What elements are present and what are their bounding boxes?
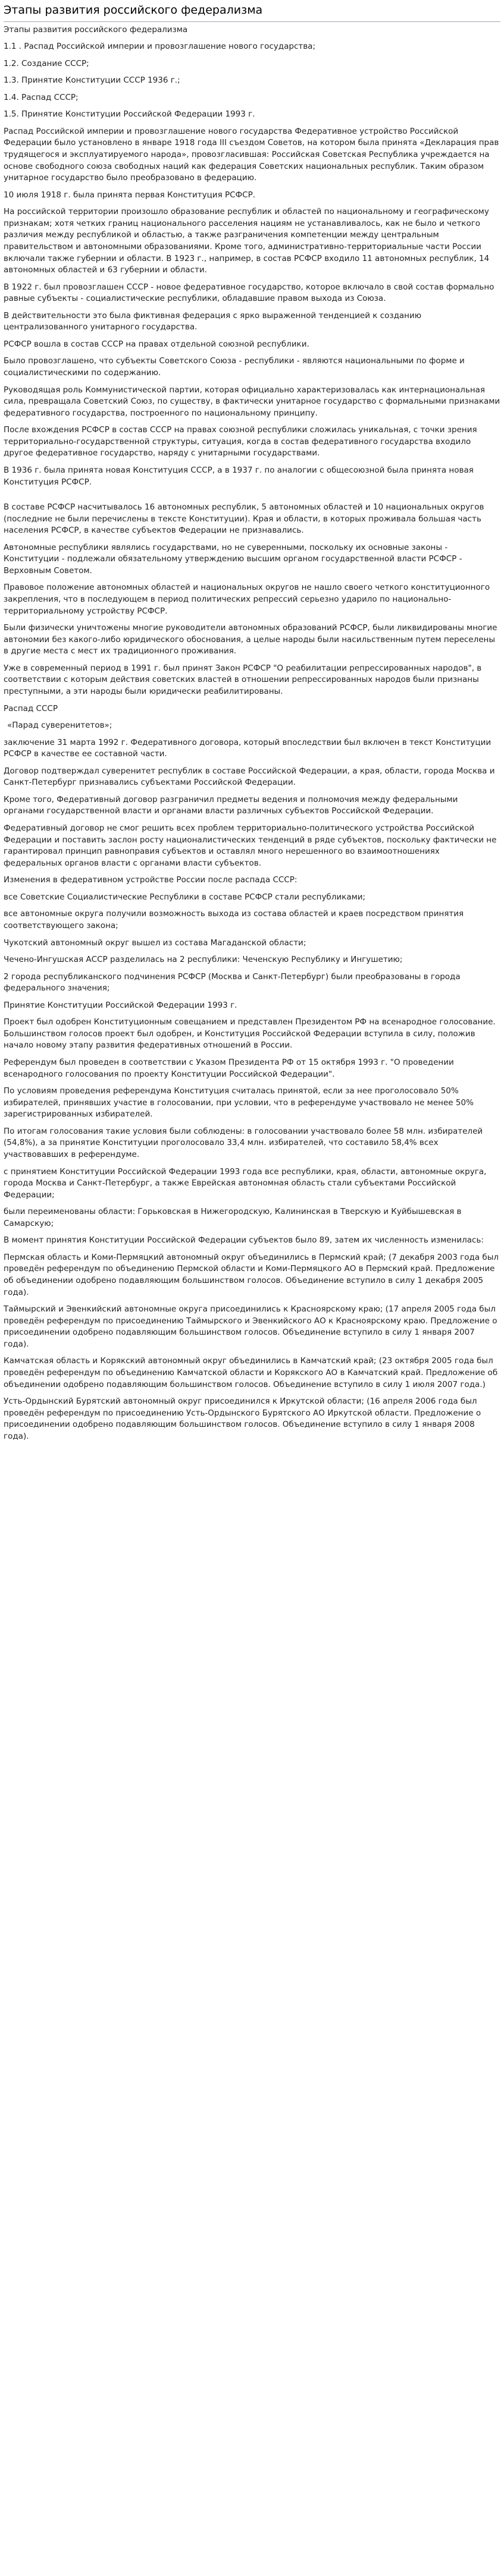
paragraph: Чукотский автономный округ вышел из состава Магаданской области;: [4, 938, 306, 948]
paragraph: все автономные округа получили возможность выхода из состава областей и краев посредством принятия соответствующего закона;: [4, 909, 464, 930]
paragraph: Изменения в федеративном устройстве России после распада СССР:: [4, 875, 298, 885]
paragraph: Таймырский и Эвенкийский автономные округа присоединились к Красноярскому краю; (17 апреля 2005 года был проведён референдум по присоединению Таймырского и Эвенкийского АО к Красноярскому краю. Предложение о присоединении одобрено подавляющим большинством голосов. Объединение вступило в силу 1 января 2007 года).: [4, 1304, 497, 1349]
paragraph: В 1922 г. был провозглашен СССР - новое федеративное государство, которое включало в свой состав формально равные субъекты - социалистические республики, обладавшие правом выхода из Союза.: [4, 282, 494, 304]
paragraph: Федеративный договор не смог решить всех проблем территориально-политического устройства Российской Федерации и поставить заслон росту националистических тенденций в ряде субъектов, поскольку фактически не гарантировал принцип равноправия субъектов и оставлял много нерешенного во взаимоотношениях федеральных органов власти с органами власти субъектов.: [4, 823, 497, 868]
paragraph: Были физически уничтожены многие руководители автономных образований РСФСР, были ликвидированы многие автономии без какого-либо юридического обоснования, а целые народы были насильственным путем переселены в другие места с мест их традиционного проживания.: [4, 623, 497, 656]
paragraph: Правовое положение автономных областей и национальных округов не нашло своего четкого конституционного закрепления, что в последующем в период политических репрессий серьезно ударило по национально-территориальному устройству РСФСР.: [4, 583, 490, 616]
paragraph: В момент принятия Конституции Российской Федерации субъектов было 89, затем их численность изменилась:: [4, 1235, 484, 1245]
paragraph: Принятие Конституции Российской Федерации 1993 г.: [4, 1000, 237, 1010]
paragraph: В 1936 г. была принята новая Конституция СССР, а в 1937 г. по аналогии с общесоюзной была принята новая Конституция РСФСР.: [4, 465, 474, 487]
document-body: [4, 24, 500, 1443]
paragraph: Усть-Ордынский Бурятский автономный округ присоединился к Иркутской области; (16 апреля 2006 года был проведён референдум по присоединению Усть-Ордынского Бурятского АО Иркутской области. Предложение о присоединении одобрено подавляющим большинством голосов. Объединение вступило в силу 1 января 2008 года).: [4, 1396, 481, 1441]
paragraph: Пермская область и Коми-Пермяцкий автономный округ объединились в Пермский край; (7 декабря 2003 года был проведён референдум по объединению Пермской области и Коми-Пермяцкого АО в Пермский край. Предложение об объединении одобрено подавляющим большинством голосов. Объединение вступило в силу 1 декабря 2005 года).: [4, 1252, 499, 1297]
paragraph: В составе РСФСР насчитывалось 16 автономных республик, 5 автономных областей и 10 национальных округов (последние не были перечислены в тексте Конституции). Края и области, в которых проживала большая часть населения РСФСР, в качестве субъектов Федерации не признавались.: [4, 502, 484, 536]
paragraph: заключение 31 марта 1992 г. Федеративного договора, который впоследствии был включен в текст Конституции РСФСР в качестве ее составной части.: [4, 737, 492, 759]
paragraph: с принятием Конституции Российской Федерации 1993 года все республики, края, области, автономные округа, города Москва и Санкт-Петербург, а также Еврейская автономная область стали субъектами Российской Федерации;: [4, 1166, 487, 1200]
paragraph: После вхождения РСФСР в состав СССР на правах союзной республики сложилась уникальная, с точки зрения территориально-государственной структуры, ситуация, когда в состав федеративного государства входило другое федеративное государство, наряду с унитарными государствами.: [4, 425, 477, 458]
paragraph: 10 июля 1918 г. была принята первая Конституция РСФСР.: [4, 190, 256, 200]
paragraph: Договор подтверждал суверенитет республик в составе Российской Федерации, а края, области, города Москва и Санкт-Петербург признавались субъектами Российской Федерации.: [4, 766, 495, 788]
paragraph: Было провозглашено, что субъекты Советского Союза - республики - являются национальными по форме и социалистическими по содержанию.: [4, 356, 465, 378]
paragraph: Камчатская область и Корякский автономный округ объединились в Камчатский край; (23 октября 2005 года был проведён референдум по объединению Камчатской области и Корякского АО в Камчатский край. Предложение об объединении одобрено подавляющим большинством голосов. Объединение вступило в силу 1 июля 2007 года.): [4, 1356, 498, 1389]
page-title: Этапы развития российского федерализма: [4, 1, 500, 22]
paragraph: Распад СССР: [4, 703, 58, 713]
paragraph: Уже в современный период в 1991 г. был принят Закон РСФСР "О реабилитации репрессированных народов", в соответствии с которым действия советских властей в отношении репрессированных народов были признаны преступными, а эти народы были юридически реабилитированы.: [4, 663, 482, 696]
paragraph: были переименованы области: Горьковская в Нижегородскую, Калининская в Тверскую и Куйбышевская в Самарскую;: [4, 1207, 462, 1228]
paragraph: 1.2. Создание СССР;: [4, 58, 89, 68]
paragraph: 1.5. Принятие Конституции Российской Федерации 1993 г.: [4, 109, 255, 119]
paragraph: Чечено-Ингушская АССР разделилась на 2 республики: Чеченскую Республику и Ингушетию;: [4, 955, 403, 965]
paragraph: Распад Российской империи и провозглашение нового государства Федеративное устройство Российской Федерации было установлено в январе 1918 года III съездом Советов, на котором была принята «Декларация прав трудящегося и эксплуатируемого народа», провозгласившая: Российская Советская Республика учреждается на основе свободного союза свободных наций как федерация Советских национальных республик. Таким образом унитарное государство было преобразовано в федерацию.: [4, 126, 499, 183]
paragraph: Референдум был проведен в соответствии с Указом Президента РФ от 15 октября 1993 г. "О проведении всенародного голосования по проекту Конституции Российской Федерации".: [4, 1058, 454, 1079]
paragraph: Проект был одобрен Конституционным совещанием и представлен Президентом РФ на всенародное голосование. Большинством голосов проект был одобрен, и Конституция Российской Федерации вступила в силу, положив начало новому этапу развития федеративных отношений в России.: [4, 1017, 496, 1050]
paragraph: В действительности это была фиктивная федерация с ярко выраженной тенденцией к созданию централизованного унитарного государства.: [4, 310, 422, 332]
paragraph: «Парад суверенитетов»;: [7, 721, 112, 731]
paragraph: Руководящая роль Коммунистической партии, которая официально характеризовалась как интернациональная сила, превращала Советский Союз, по существу, в фактически унитарное государство с формальными признаками федеративного государства, построенного по национальному принципу.: [4, 385, 500, 418]
paragraph: По итогам голосования такие условия были соблюдены: в голосовании участвовало более 58 млн. избирателей (54,8%), а за принятие Конституции проголосовало 33,4 млн. избирателей, что составило 58,4% всех участвовавших в референдуме.: [4, 1126, 483, 1159]
paragraph: На российской территории произошло образование республик и областей по национальному и географическому признакам; хотя четких границ национального расселения нациям не устанавливалось, как не было и четкого различия между республикой и областью, а также разграничения компетенции между центральным правительством и автономными образованиями. Кроме того, административно-территориальные части России включали также губернии и области. В 1923 г., например, в состав РСФСР входило 11 автономных республик, 14 автономных областей и 63 губернии и области.: [4, 207, 490, 275]
blank-line: [4, 493, 500, 502]
paragraph: 1.3. Принятие Конституции СССР 1936 г.;: [4, 76, 180, 86]
paragraph: Кроме того, Федеративный договор разграничил предметы ведения и полномочия между федеральными органами государственной власти и органами власти различных субъектов Российской Федерации.: [4, 794, 458, 816]
paragraph: 1.4. Распад СССР;: [4, 92, 79, 102]
paragraph: РСФСР вошла в состав СССР на правах отдельной союзной республики.: [4, 339, 309, 349]
paragraph: Автономные республики являлись государствами, но не суверенными, поскольку их основные законы - Конституции - подлежали обязательному утверждению высшим органом государственной власти РСФСР - Верховным Советом.: [4, 542, 462, 575]
paragraph: Этапы развития российского федерализма: [4, 24, 188, 34]
paragraph: все Советские Социалистические Республики в составе РСФСР стали республиками;: [4, 892, 366, 902]
paragraph: По условиям проведения референдума Конституция считалась принятой, если за нее проголосовало 50% избирателей, принявших участие в голосовании, при условии, что в референдуме участвовало не менее 50% зарегистрированных избирателей.: [4, 1086, 474, 1119]
paragraph: 1.1 . Распад Российской империи и провозглашение нового государства;: [4, 42, 316, 52]
paragraph: 2 города республиканского подчинения РСФСР (Москва и Санкт-Петербург) были преобразованы в города федерального значения;: [4, 971, 461, 993]
